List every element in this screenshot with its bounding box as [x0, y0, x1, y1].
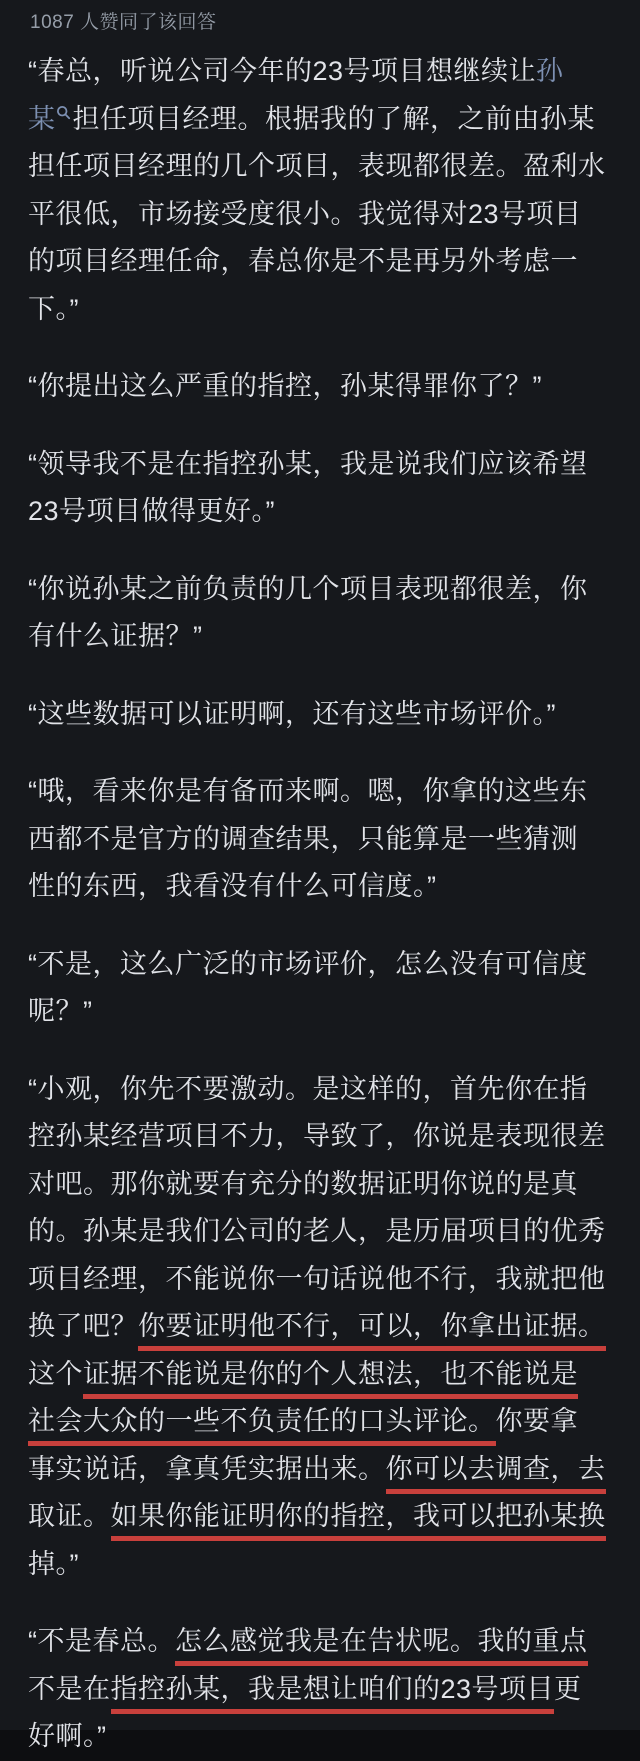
text-line: [28, 363, 612, 411]
text-span: “你说孙某之前负责的几个项目表现都很差，你: [28, 573, 588, 604]
text-span: 你要拿: [495, 1406, 578, 1436]
entity-link[interactable]: 某: [28, 103, 56, 134]
text-span: 平很低，市场接受度很小。我觉得对23号项目: [28, 198, 582, 229]
text-span: 的项目经理任命，春总你是不是再另外考虑一: [28, 246, 578, 276]
red-underlined-text: 指控孙某，我是想让咱们的23号项目: [111, 1674, 555, 1714]
text-line: [28, 286, 612, 334]
red-underlined-text: 怎么感觉我是在告状呢。我的重点: [175, 1626, 588, 1666]
upvote-count-label: 1087 人赞同了该回答: [30, 12, 217, 33]
text-span: 担任项目经理。根据我的了解，之前由孙某: [72, 103, 595, 134]
paragraph: [28, 691, 612, 739]
text-span: “领导我不是在指控孙某，我是说我们应该希望: [28, 448, 588, 479]
text-span: 换了吧？: [28, 1311, 138, 1341]
text-line: [28, 816, 612, 864]
text-line: [28, 1666, 612, 1714]
text-span: “这些数据可以证明啊，还有这些市场评价。”: [28, 698, 556, 729]
red-underlined-text: 你可以去调查，去: [386, 1454, 606, 1494]
text-line: [28, 488, 612, 536]
text-line: [28, 48, 612, 96]
text-span: 下。”: [28, 293, 79, 324]
text-line: [28, 191, 612, 239]
text-line: [28, 1713, 612, 1761]
text-span: 对吧。那你就要有充分的数据证明你说的是真: [28, 1168, 578, 1199]
search-icon[interactable]: [56, 98, 71, 125]
text-line: [28, 1208, 612, 1256]
text-span: 控孙某经营项目不力，导致了，你说是表现很差: [28, 1121, 606, 1151]
text-span: 性的东西，我看没有什么可信度。”: [28, 871, 437, 901]
paragraph: [28, 441, 612, 536]
text-span: “哦，看来你是有备而来啊。嗯，你拿的这些东: [28, 776, 588, 806]
text-line: [28, 941, 612, 989]
text-line: [28, 1256, 612, 1304]
red-underlined-text: 证据不能说是你的个人想法，也不能说是: [83, 1359, 578, 1399]
text-line: [28, 1351, 612, 1399]
text-span: 掉。”: [28, 1548, 79, 1579]
text-line: [28, 1493, 612, 1541]
text-span: 事实说话，拿真凭实据出来。: [28, 1453, 386, 1484]
text-span: 西都不是官方的调查结果，只能算是一些猜测: [28, 823, 578, 854]
text-span: “不是，这么广泛的市场评价，怎么没有可信度: [28, 948, 588, 979]
text-line: [28, 1113, 612, 1161]
upvote-header: [0, 0, 640, 36]
text-span: 取证。: [28, 1501, 111, 1531]
red-underlined-text: 如果你能证明你的指控，我可以把孙某换: [111, 1501, 606, 1541]
paragraph: [28, 363, 612, 411]
text-line: [28, 238, 612, 286]
answer-body: [0, 36, 640, 1761]
text-span: 的。孙某是我们公司的老人，是历届项目的优秀: [28, 1216, 606, 1246]
text-span: 更: [554, 1673, 582, 1704]
text-span: 担任项目经理的几个项目，表现都很差。盈利水: [28, 151, 606, 181]
text-line: [28, 1303, 612, 1351]
paragraph: [28, 566, 612, 661]
text-span: 有什么证据？”: [28, 621, 203, 651]
text-line: [28, 768, 612, 816]
text-line: [28, 613, 612, 661]
text-line: [28, 96, 612, 144]
text-line: [28, 143, 612, 191]
text-span: 这个: [28, 1358, 83, 1389]
text-line: [28, 1541, 612, 1589]
text-span: 不是在: [28, 1673, 111, 1704]
text-line: [28, 1398, 612, 1446]
paragraph: [28, 1066, 612, 1589]
text-span: 好啊。”: [28, 1721, 107, 1751]
paragraph: [28, 48, 612, 333]
text-span: “春总，听说公司今年的23号项目想继续让: [28, 56, 537, 86]
paragraph: [28, 1618, 612, 1761]
text-line: [28, 566, 612, 614]
text-line: [28, 1161, 612, 1209]
text-line: [28, 441, 612, 489]
paragraph: [28, 941, 612, 1036]
text-span: 项目经理，不能说你一句话说他不行，我就把他: [28, 1263, 606, 1294]
text-line: [28, 1066, 612, 1114]
red-underlined-text: 你要证明他不行，可以，你拿出证据。: [138, 1311, 606, 1351]
text-line: [28, 863, 612, 911]
text-span: 呢？”: [28, 996, 93, 1026]
text-line: [28, 691, 612, 739]
text-line: [28, 988, 612, 1036]
paragraph: [28, 768, 612, 911]
text-line: [28, 1618, 612, 1666]
text-line: [28, 1446, 612, 1494]
entity-link[interactable]: 孙: [536, 56, 564, 86]
text-span: “小观，你先不要激动。是这样的，首先你在指: [28, 1073, 588, 1104]
red-underlined-text: 社会大众的一些不负责任的口头评论。: [28, 1406, 496, 1446]
text-span: “不是春总。: [28, 1626, 175, 1656]
text-span: 23号项目做得更好。”: [28, 496, 276, 526]
text-span: “你提出这么严重的指控，孙某得罪你了？”: [28, 371, 542, 401]
